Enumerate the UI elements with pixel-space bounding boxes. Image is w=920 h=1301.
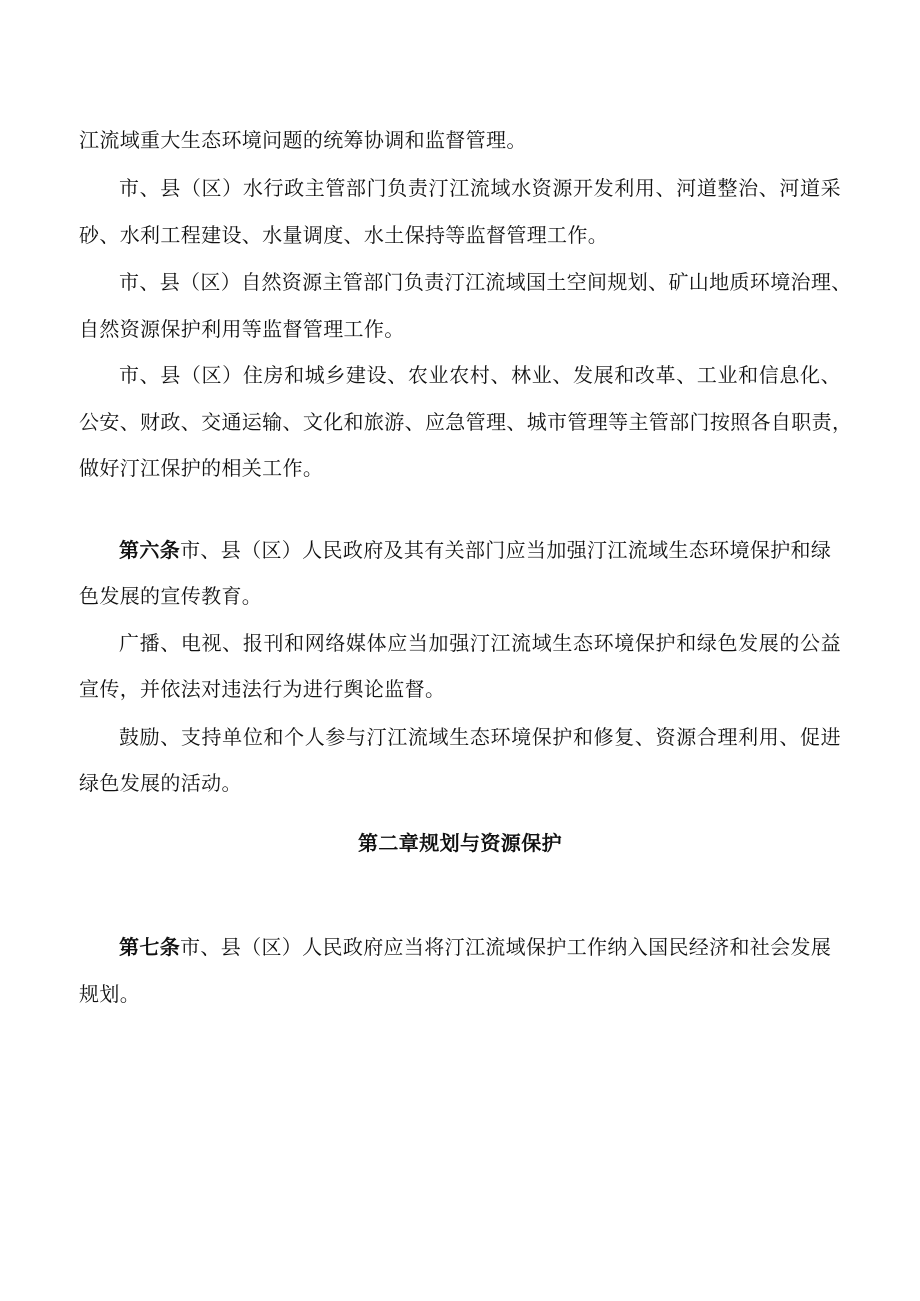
paragraph-line: 公安、财政、交通运输、文化和旅游、应急管理、城市管理等主管部门按照各自职责， — [79, 410, 853, 434]
paragraph-line: 自然资源保护利用等监督管理工作。 — [79, 317, 405, 341]
paragraph-line: 绿色发展的活动。 — [79, 771, 242, 795]
article-6-first-line — [119, 538, 841, 562]
paragraph-line: 砂、水利工程建设、水量调度、水土保持等监督管理工作。 — [79, 223, 609, 247]
article-label: 第六条 — [119, 538, 181, 562]
paragraph-line: 规划。 — [79, 982, 141, 1006]
paragraph-line: 鼓励、支持单位和个人参与汀江流域生态环境保护和修复、资源合理利用、促进 — [119, 725, 841, 749]
paragraph-line: 做好汀江保护的相关工作。 — [79, 456, 324, 480]
paragraph-line: 色发展的宣传教育。 — [79, 584, 263, 608]
article-7-first-line — [119, 935, 841, 959]
article-text: 市、县（区）人民政府及其有关部门应当加强汀江流域生态环境保护和绿 — [180, 538, 832, 562]
paragraph-line: 宣传，并依法对违法行为进行舆论监督。 — [79, 677, 446, 701]
article-text: 市、县（区）人民政府应当将汀江流域保护工作纳入国民经济和社会发展 — [180, 935, 832, 959]
chapter-heading: 第二章规划与资源保护 — [358, 831, 562, 855]
paragraph-line: 市、县（区）水行政主管部门负责汀江流域水资源开发利用、河道整治、河道采 — [119, 176, 841, 200]
paragraph-line: 江流域重大生态环境问题的统筹协调和监督管理。 — [79, 128, 527, 152]
paragraph-line: 广播、电视、报刊和网络媒体应当加强汀江流域生态环境保护和绿色发展的公益 — [119, 631, 841, 655]
article-label: 第七条 — [119, 935, 181, 959]
paragraph-line: 市、县（区）住房和城乡建设、农业农村、林业、发展和改革、工业和信息化、 — [119, 363, 841, 387]
paragraph-line: 市、县（区）自然资源主管部门负责汀江流域国土空间规划、矿山地质环境治理、 — [119, 270, 852, 294]
